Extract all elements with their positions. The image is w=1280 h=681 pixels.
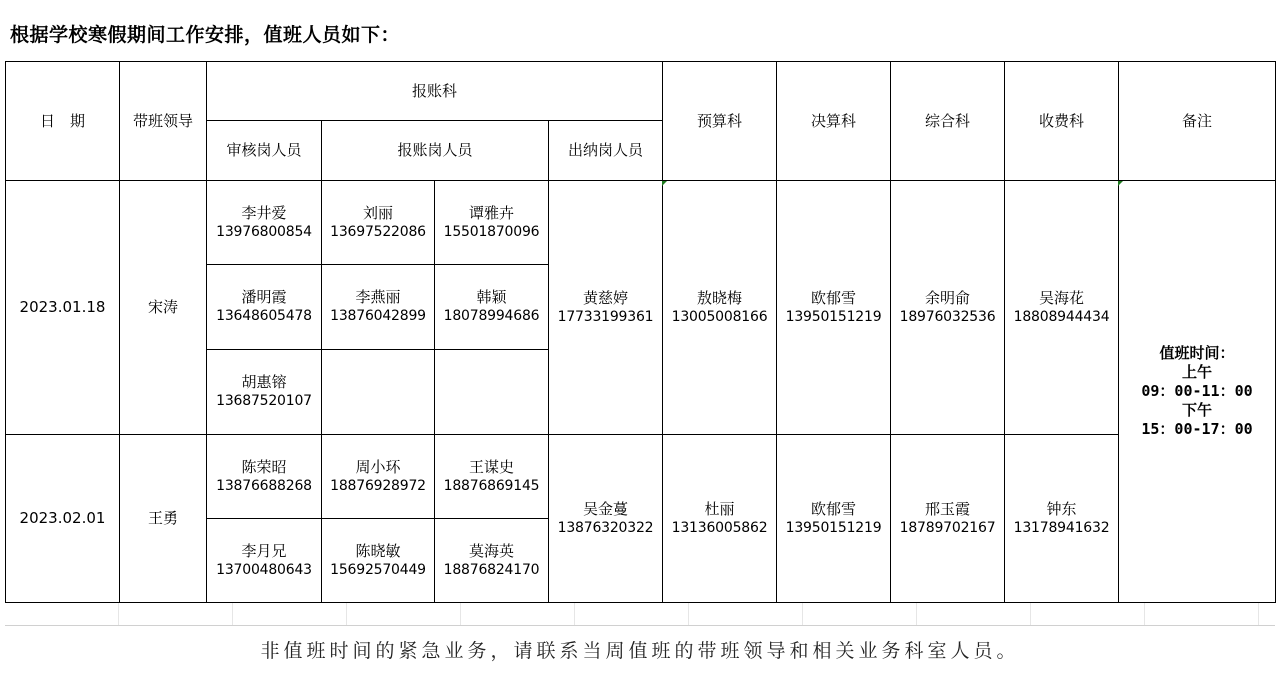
staff-cell (207, 350, 322, 435)
staff-name: 钟东 (1046, 499, 1077, 518)
staff-name: 韩颖 (476, 288, 507, 306)
staff-phone: 13697522086 (330, 223, 426, 240)
shoufei-cell (1005, 435, 1119, 603)
staff-phone: 15692570449 (330, 561, 426, 578)
staff-phone: 18976032536 (899, 308, 996, 325)
chuna-cell (549, 435, 663, 603)
staff-phone: 13876688268 (216, 477, 312, 494)
juesuan-cell (777, 181, 891, 435)
staff-cell-empty (322, 350, 435, 435)
staff-name: 杜丽 (704, 499, 735, 518)
leader-cell: 宋涛 (120, 181, 207, 435)
staff-cell (435, 265, 549, 350)
staff-name: 胡惠镕 (241, 373, 287, 391)
header-shoufei: 收费科 (1005, 62, 1119, 181)
staff-name: 陈荣昭 (241, 457, 287, 476)
staff-phone: 18876869145 (443, 477, 540, 494)
staff-name: 欧郁雪 (811, 499, 857, 518)
date-cell: 2023.02.01 (6, 435, 120, 603)
footer-notice-row (5, 625, 1275, 678)
header-zonghe: 综合科 (891, 62, 1005, 181)
note-label: 值班时间： (1159, 344, 1235, 362)
comment-marker-icon (662, 181, 667, 186)
note-pm-time: 15：00-17：00 (1141, 420, 1253, 438)
staff-phone: 13687520107 (216, 393, 312, 409)
staff-cell (435, 181, 549, 265)
note-am-time: 09：00-11：00 (1141, 382, 1253, 400)
staff-name: 潘明霞 (241, 288, 287, 306)
yusuan-cell (663, 181, 777, 435)
staff-cell (322, 181, 435, 265)
header-beizhu: 备注 (1119, 62, 1276, 181)
staff-name: 吴金蔓 (583, 499, 629, 518)
staff-name: 谭雅卉 (468, 203, 514, 222)
page-title: 根据学校寒假期间工作安排，值班人员如下： (10, 24, 401, 46)
staff-phone: 18876824170 (443, 561, 540, 578)
staff-name: 王谋史 (468, 457, 514, 476)
staff-name: 黄慈婷 (583, 288, 629, 307)
staff-phone: 13136005862 (671, 519, 768, 536)
juesuan-cell (777, 435, 891, 603)
staff-name: 欧郁雪 (811, 288, 857, 307)
staff-cell (207, 265, 322, 350)
staff-cell (322, 265, 435, 350)
staff-name: 陈晓敏 (355, 541, 401, 560)
staff-phone: 18078994686 (443, 308, 540, 324)
zonghe-cell (891, 435, 1005, 603)
staff-cell (207, 519, 322, 603)
note-pm: 下午 (1182, 401, 1213, 419)
staff-phone: 13950151219 (785, 519, 882, 536)
duty-roster-table (5, 61, 1276, 603)
staff-cell (435, 435, 549, 519)
zonghe-cell (891, 181, 1005, 435)
header-baozhang-dept: 报账科 (207, 62, 663, 121)
footer-notice: 非值班时间的紧急业务，请联系当周值班的带班领导和相关业务科室人员。 (260, 640, 1020, 662)
header-leader: 带班领导 (120, 62, 207, 181)
staff-name: 邢玉霞 (925, 499, 971, 518)
header-chuna: 出纳岗人员 (549, 121, 663, 181)
staff-phone: 15501870096 (443, 223, 540, 240)
comment-marker-icon (1118, 181, 1123, 186)
staff-name: 敖晓梅 (697, 288, 743, 307)
staff-phone: 13876320322 (557, 519, 654, 536)
staff-name: 吴海花 (1039, 288, 1085, 307)
header-juesuan: 决算科 (777, 62, 891, 181)
staff-phone: 13950151219 (785, 308, 882, 325)
leader-cell: 王勇 (120, 435, 207, 603)
duty-time-note (1119, 181, 1276, 603)
staff-name: 莫海英 (468, 541, 514, 560)
sheet-gridlines (5, 603, 1275, 625)
staff-phone: 13005008166 (671, 308, 768, 325)
staff-cell (207, 181, 322, 265)
staff-name: 李燕丽 (355, 288, 401, 306)
staff-phone: 13976800854 (216, 223, 312, 240)
chuna-cell (549, 181, 663, 435)
staff-name: 李月兄 (241, 541, 287, 560)
staff-phone: 13178941632 (1013, 519, 1110, 536)
note-am: 上午 (1182, 363, 1213, 381)
staff-name: 余明俞 (925, 288, 971, 307)
staff-cell (322, 435, 435, 519)
header-shenhe: 审核岗人员 (207, 121, 322, 181)
date-cell: 2023.01.18 (6, 181, 120, 435)
header-baozhang-staff: 报账岗人员 (322, 121, 549, 181)
staff-name: 刘丽 (362, 203, 393, 222)
staff-phone: 13700480643 (216, 561, 312, 578)
header-date: 日 期 (6, 62, 120, 181)
shoufei-cell (1005, 181, 1119, 435)
staff-phone: 18876928972 (330, 477, 426, 494)
staff-phone: 18789702167 (899, 519, 996, 536)
staff-cell (435, 519, 549, 603)
staff-phone: 13648605478 (216, 308, 312, 324)
staff-name: 周小环 (355, 457, 401, 476)
header-yusuan: 预算科 (663, 62, 777, 181)
staff-phone: 18808944434 (1013, 308, 1110, 325)
staff-phone: 13876042899 (330, 308, 426, 324)
staff-phone: 17733199361 (557, 308, 654, 325)
staff-name: 李井爱 (241, 203, 287, 222)
staff-cell (322, 519, 435, 603)
staff-cell (207, 435, 322, 519)
staff-cell-empty (435, 350, 549, 435)
yusuan-cell (663, 435, 777, 603)
